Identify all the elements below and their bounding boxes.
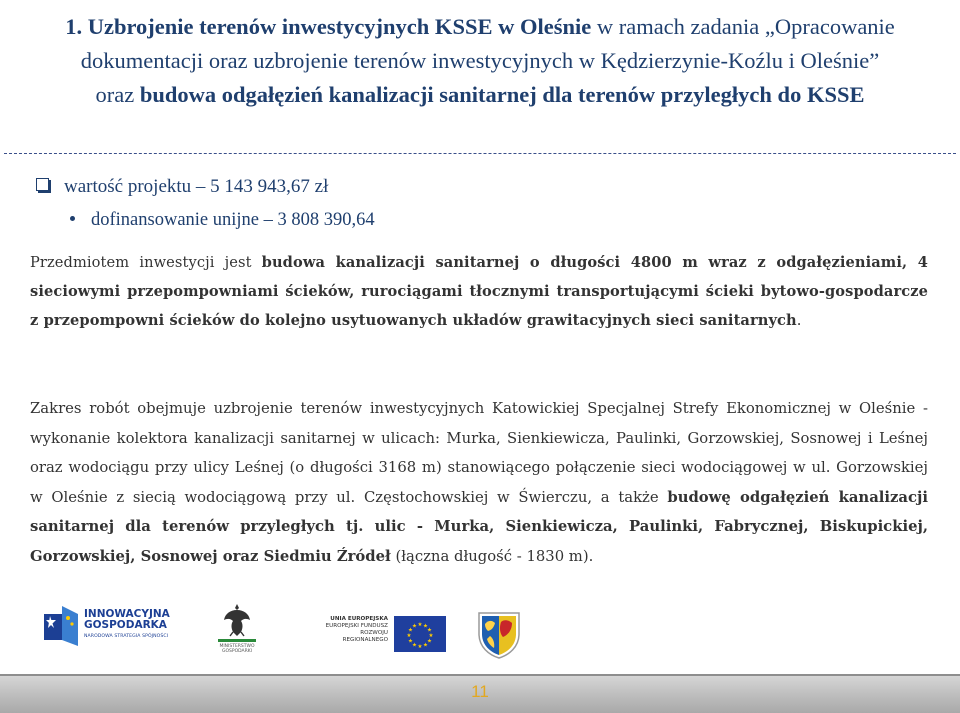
ministry-text: [214, 644, 260, 654]
ig-text: [84, 609, 170, 631]
svg-text:★: ★: [406, 633, 412, 639]
investment-subject-paragraph: [30, 248, 928, 335]
svg-text:★: ★: [417, 622, 423, 628]
title-line-3-prefix: oraz: [95, 82, 140, 107]
eu-flag-icon: [394, 616, 446, 652]
logos-strip: [0, 598, 960, 668]
svg-text:★: ★: [408, 627, 413, 634]
footer-bar: [0, 674, 960, 713]
title-line-1-rest: w ramach zadania „Opracowanie: [591, 14, 895, 39]
svg-text:★: ★: [427, 627, 432, 634]
ig-subtitle: NARODOWA STRATEGIA SPÓJNOŚCI: [84, 634, 169, 639]
p1-end: .: [796, 312, 802, 329]
funding-bullet: [70, 207, 375, 233]
title-line-3: [0, 78, 960, 112]
funding-text: dofinansowanie unijne – 3 808 390,64: [91, 210, 375, 230]
dashed-divider: [4, 153, 956, 154]
svg-text:★: ★: [412, 642, 417, 649]
eu-line-1: UNIA EUROPEJSKA: [330, 616, 388, 622]
project-value-bullet: [36, 174, 328, 200]
eagle-icon: [222, 602, 252, 638]
page-number: 11: [471, 682, 489, 701]
p2-bold: budowę odgałęzień kanalizacji sanitarnej dla terenów przyległych tj. ulic - Murka, Sienkiewicza, Paulinki, Fabrycznej, Biskupickiej, Gorzowskiej, Sosnowej oraz Siedmiu Źródeł: [30, 488, 928, 565]
title-line-3-bold: budowa odgałęzień kanalizacji sanitarnej dla terenów przyległych do KSSE: [139, 82, 865, 107]
coat-of-arms-icon: [476, 610, 522, 660]
svg-text:★: ★: [427, 638, 432, 645]
svg-text:★: ★: [412, 623, 417, 630]
eu-line-3: ROZWOJU REGIONALNEGO: [342, 630, 388, 643]
slide-title: [0, 10, 960, 112]
checkbox-bullet-icon: [36, 178, 49, 191]
project-value-text: wartość projektu – 5 143 943,67 zł: [64, 176, 329, 197]
works-scope-paragraph: [30, 394, 928, 572]
p2-end: (łączna długość - 1830 m).: [390, 547, 594, 565]
p1-lead: Przedmiotem inwestycji jest: [30, 254, 262, 271]
eu-erdf-logo: [314, 616, 450, 656]
ministry-logo: [214, 602, 260, 662]
ministry-green-bar: [218, 639, 256, 642]
title-heading: 1. Uzbrojenie terenów inwestycyjnych KSSE w Oleśnie: [65, 14, 592, 39]
innowacyjna-gospodarka-logo: [44, 604, 184, 650]
ministry-line-2: GOSPODARKI: [221, 649, 252, 654]
svg-text:★: ★: [428, 633, 434, 639]
ministry-line-1: MINISTERSTWO: [219, 644, 255, 649]
title-line-2: dokumentacji oraz uzbrojenie terenów inwestycyjnych w Kędzierzynie-Koźlu i Oleśnie”: [80, 48, 880, 73]
p2-lead: Zakres robót obejmuje uzbrojenie terenów inwestycyjnych Katowickiej Specjalnej Strefy Ekonomicznej w Oleśnie - wykonanie kolektora kanalizacji sanitarnej w ulicach: Murka, Sienkiewicza, Paulinki, Gorzowskiej, Sosnowej i Leśnej oraz wodociągu przy ulicy Leśnej (o długości 3168 m) stanowiącego połączenie sieci wodociągowej w ul. Gorzowskiej w Oleśnie z siecią wodociągową przy ul. Częstochowskiej w Świerczu, a także: [30, 400, 928, 506]
ig-line-2: GOSPODARKA: [84, 619, 167, 631]
title-line-1: [0, 10, 960, 44]
svg-text:★: ★: [423, 642, 428, 649]
svg-text:★: ★: [408, 638, 413, 645]
ig-line-1: INNOWACYJNA: [84, 608, 170, 620]
eu-line-2: EUROPEJSKI FUNDUSZ: [325, 623, 388, 629]
footer-top-line: [0, 674, 960, 676]
svg-text:★: ★: [417, 644, 423, 650]
eu-text: [314, 616, 388, 644]
p1-bold: budowa kanalizacji sanitarnej o długości 4800 m wraz z odgałęzieniami, 4 sieciowymi przepompowniami ścieków, rurociągami tłocznymi transportującymi ścieki bytowo-gospodarcze z przepompowni ścieków do kolejno usytuowanych układów grawitacyjnych sieci sanitarnych: [30, 254, 928, 329]
svg-text:★: ★: [423, 623, 428, 630]
olesno-coat-of-arms: [476, 610, 522, 660]
dot-bullet-icon: [70, 216, 75, 221]
ig-mark-icon: [44, 606, 78, 646]
